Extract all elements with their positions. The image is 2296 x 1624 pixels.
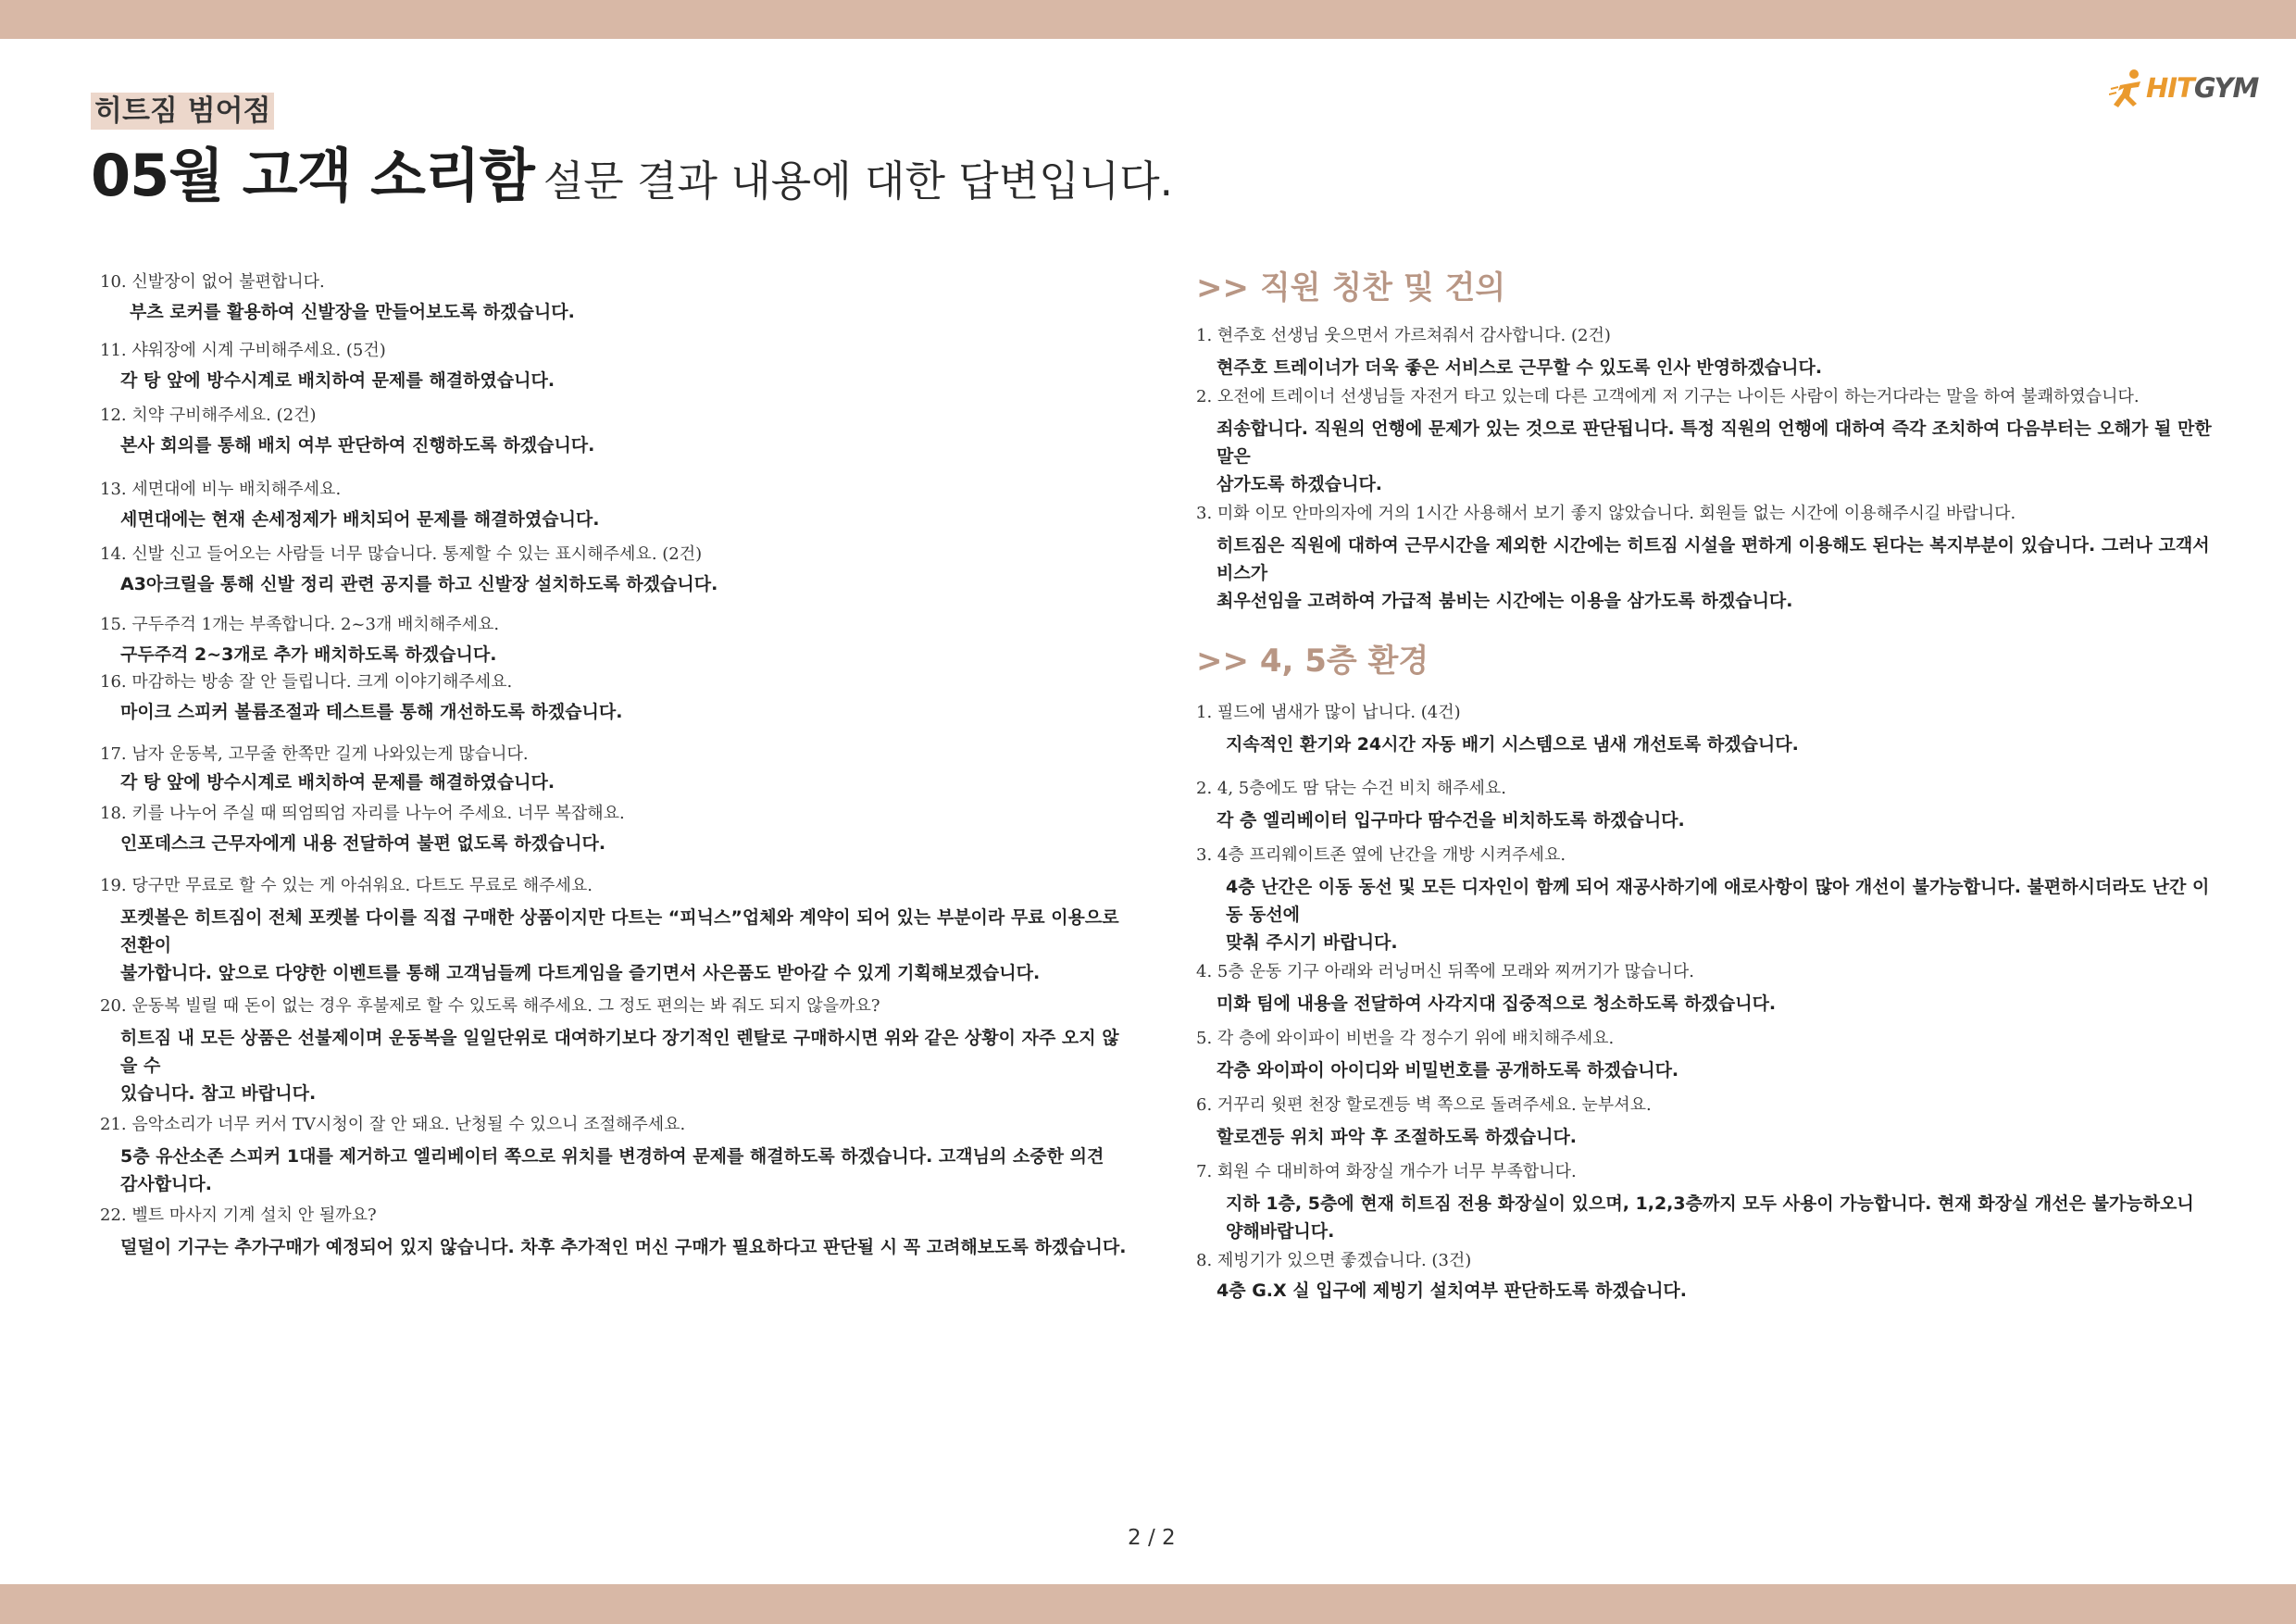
list-item — [1196, 1160, 2224, 1245]
question: 12. 치약 구비해주세요. (2건) — [100, 406, 317, 425]
answer: 히트짐은 직원에 대하여 근무시간을 제외한 시간에는 히트짐 시설을 편하게 이용해도 된다는 복지부분이 있습니다. 그러나 고객서비스가 — [1217, 535, 2210, 583]
logo-text: HITGYM — [2146, 72, 2259, 104]
answer: 각층 와이파이 아이디와 비밀번호를 공개하도록 하겠습니다. — [1217, 1060, 1679, 1081]
answer-continued: 맞춰 주시기 바랍니다. — [1226, 932, 1398, 953]
page-title — [91, 130, 1173, 212]
question: 18. 키를 나누어 주실 때 띄엄띄엄 자리를 나누어 주세요. 너무 복잡해요. — [100, 804, 625, 823]
list-item — [100, 613, 1128, 668]
question: 8. 제빙기가 있으면 좋겠습니다. (3건) — [1196, 1251, 1472, 1270]
list-item — [100, 339, 1128, 394]
list-item — [1196, 1093, 2224, 1151]
list-item — [100, 1204, 1128, 1261]
question: 20. 운동복 빌릴 때 돈이 없는 경우 후불제로 할 수 있도록 해주세요. 그 정도 편의는 봐 줘도 되지 않을까요? — [100, 996, 880, 1016]
answer: 각 층 엘리베이터 입구마다 땀수건을 비치하도록 하겠습니다. — [1217, 810, 1685, 831]
page-number: 2 / 2 — [1128, 1526, 1176, 1550]
answer: 지속적인 환기와 24시간 자동 배기 시스템으로 냄새 개선토록 하겠습니다. — [1226, 734, 1799, 755]
question: 22. 벨트 마사지 기계 설치 안 될까요? — [100, 1206, 377, 1225]
answer-continued: 감사합니다. — [120, 1174, 212, 1194]
answer: 5층 유산소존 스피커 1대를 제거하고 엘리베이터 쪽으로 위치를 변경하여 문제를 해결하도록 하겠습니다. 고객님의 소중한 의견 — [120, 1146, 1104, 1167]
runner-icon — [2109, 69, 2150, 111]
answer: 포켓볼은 히트짐이 전체 포켓볼 다이를 직접 구매한 상품이지만 다트는 “피닉스”업체와 계약이 되어 있는 부분이라 무료 이용으로 전환이 — [120, 907, 1119, 956]
list-item — [100, 404, 1128, 459]
question: 1. 현주호 선생님 웃으면서 가르쳐줘서 감사합니다. (2건) — [1196, 326, 1611, 345]
answer: 인포데스크 근무자에게 내용 전달하여 불편 없도록 하겠습니다. — [120, 833, 606, 854]
list-item — [1196, 777, 2224, 834]
question: 6. 거꾸리 윗편 천장 할로겐등 벽 쪽으로 돌려주세요. 눈부셔요. — [1196, 1095, 1652, 1115]
question: 3. 미화 이모 안마의자에 거의 1시간 사용해서 보기 좋지 않았습니다. 회원들 없는 시간에 이용해주시길 바랍니다. — [1196, 504, 2016, 523]
answer: 구두주걱 2~3개로 추가 배치하도록 하겠습니다. — [120, 644, 497, 665]
section-title-staff: >> 직원 칭찬 및 건의 — [1196, 269, 1506, 306]
answer: 마이크 스피커 볼륨조절과 테스트를 통해 개선하도록 하겠습니다. — [120, 702, 623, 722]
title-sub: 설문 결과 내용에 대한 답변입니다. — [543, 156, 1173, 206]
list-item — [1196, 502, 2224, 615]
answer: 4층 G.X 실 입구에 제빙기 설치여부 판단하도록 하겠습니다. — [1217, 1280, 1687, 1301]
list-item — [1196, 324, 2224, 381]
bottom-band — [0, 1584, 2296, 1624]
top-band — [0, 0, 2296, 39]
answer: 세면대에는 현재 손세정제가 배치되어 문제를 해결하였습니다. — [120, 509, 600, 530]
answer-continued: 있습니다. 참고 바랍니다. — [120, 1083, 317, 1104]
left-column — [100, 270, 1128, 1261]
list-item — [100, 270, 1128, 326]
question: 17. 남자 운동복, 고무줄 한쪽만 길게 나와있는게 많습니다. — [100, 744, 529, 764]
answer: 덜덜이 기구는 추가구매가 예정되어 있지 않습니다. 차후 추가적인 머신 구매가 필요하다고 판단될 시 꼭 고려해보도록 하겠습니다. — [120, 1237, 1127, 1257]
question: 2. 오전에 트레이너 선생님들 자전거 타고 있는데 다른 고객에게 저 기구는 나이든 사람이 하는거다라는 말을 하여 불쾌하였습니다. — [1196, 387, 2140, 406]
answer: 할로겐등 위치 파악 후 조절하도록 하겠습니다. — [1217, 1127, 1578, 1147]
answer: 각 탕 앞에 방수시계로 배치하여 문제를 해결하였습니다. — [120, 370, 555, 391]
answer: 히트짐 내 모든 상품은 선불제이며 운동복을 일일단위로 대여하기보다 장기적인 렌탈로 구매하시면 위와 같은 상황이 자주 오지 않을 수 — [120, 1028, 1119, 1076]
question: 7. 회원 수 대비하여 화장실 개수가 너무 부족합니다. — [1196, 1162, 1577, 1181]
list-item — [100, 670, 1128, 726]
question: 14. 신발 신고 들어오는 사람들 너무 많습니다. 통제할 수 있는 표시해주세요. (2건) — [100, 544, 703, 564]
list-item — [1196, 960, 2224, 1018]
question: 2. 4, 5층에도 땀 닦는 수건 비치 해주세요. — [1196, 779, 1507, 798]
answer: A3아크릴을 통해 신발 정리 관련 공지를 하고 신발장 설치하도록 하겠습니다. — [120, 574, 718, 594]
right-column — [1196, 262, 2224, 1305]
list-item — [1196, 1249, 2224, 1305]
answer: 미화 팀에 내용을 전달하여 사각지대 집중적으로 청소하도록 하겠습니다. — [1217, 993, 1777, 1014]
branch-label: 히트짐 범어점 — [91, 93, 274, 130]
question: 1. 필드에 냄새가 많이 납니다. (4건) — [1196, 703, 1461, 722]
question: 19. 당구만 무료로 할 수 있는 게 아쉬워요. 다트도 무료로 해주세요. — [100, 876, 593, 895]
answer: 현주호 트레이너가 더욱 좋은 서비스로 근무할 수 있도록 인사 반영하겠습니다. — [1217, 357, 1823, 378]
question: 5. 각 층에 와이파이 비번을 각 정수기 위에 배치해주세요. — [1196, 1029, 1615, 1048]
question: 11. 샤워장에 시계 구비해주세요. (5건) — [100, 341, 386, 360]
answer: 각 탕 앞에 방수시계로 배치하여 문제를 해결하였습니다. — [120, 772, 555, 793]
list-item — [100, 874, 1128, 987]
list-item — [100, 802, 1128, 857]
list-item — [1196, 701, 2224, 758]
answer-continued: 양해바랍니다. — [1226, 1221, 1335, 1242]
list-item — [100, 543, 1128, 598]
question: 13. 세면대에 비누 배치해주세요. — [100, 480, 342, 499]
answer: 부츠 로커를 활용하여 신발장을 만들어보도록 하겠습니다. — [130, 302, 575, 322]
list-item — [100, 994, 1128, 1107]
question: 3. 4층 프리웨이트존 옆에 난간을 개방 시켜주세요. — [1196, 845, 1566, 865]
question: 21. 음악소리가 너무 커서 TV시청이 잘 안 돼요. 난청될 수 있으니 조절해주세요. — [100, 1115, 686, 1134]
list-item — [1196, 385, 2224, 498]
answer: 본사 회의를 통해 배치 여부 판단하여 진행하도록 하겠습니다. — [120, 435, 595, 456]
answer-continued: 최우선임을 고려하여 가급적 붐비는 시간에는 이용을 삼가도록 하겠습니다. — [1217, 591, 1793, 611]
answer: 죄송합니다. 직원의 언행에 문제가 있는 것으로 판단됩니다. 특정 직원의 언행에 대하여 즉각 조치하여 다음부터는 오해가 될 만한 말은 — [1217, 418, 2212, 467]
list-item — [100, 743, 1128, 796]
list-item — [100, 1113, 1128, 1198]
list-item — [1196, 1027, 2224, 1084]
answer: 지하 1층, 5층에 현재 히트짐 전용 화장실이 있으며, 1,2,3층까지 모두 사용이 가능합니다. 현재 화장실 개선은 불가능하오니 — [1226, 1193, 2194, 1214]
question: 16. 마감하는 방송 잘 안 들립니다. 크게 이야기해주세요. — [100, 672, 513, 692]
title-main: 05월 고객 소리함 — [91, 142, 534, 209]
list-item — [1196, 843, 2224, 956]
hitgym-logo — [2109, 67, 2265, 113]
answer-continued: 삼가도록 하겠습니다. — [1217, 474, 1383, 494]
question: 15. 구두주걱 1개는 부족합니다. 2~3개 배치해주세요. — [100, 615, 500, 634]
question: 4. 5층 운동 기구 아래와 러닝머신 뒤쪽에 모래와 찌꺼기가 많습니다. — [1196, 962, 1694, 981]
answer-continued: 불가합니다. 앞으로 다양한 이벤트를 통해 고객님들께 다트게임을 즐기면서 사은품도 받아갈 수 있게 기획해보겠습니다. — [120, 963, 1041, 983]
question: 10. 신발장이 없어 불편합니다. — [100, 272, 325, 292]
list-item — [100, 478, 1128, 533]
answer: 4층 난간은 이동 동선 및 모든 디자인이 함께 되어 재공사하기에 애로사항이 많아 개선이 불가능합니다. 불편하시더라도 난간 이동 동선에 — [1226, 877, 2210, 925]
section-title-environment: >> 4, 5층 환경 — [1196, 643, 1429, 680]
